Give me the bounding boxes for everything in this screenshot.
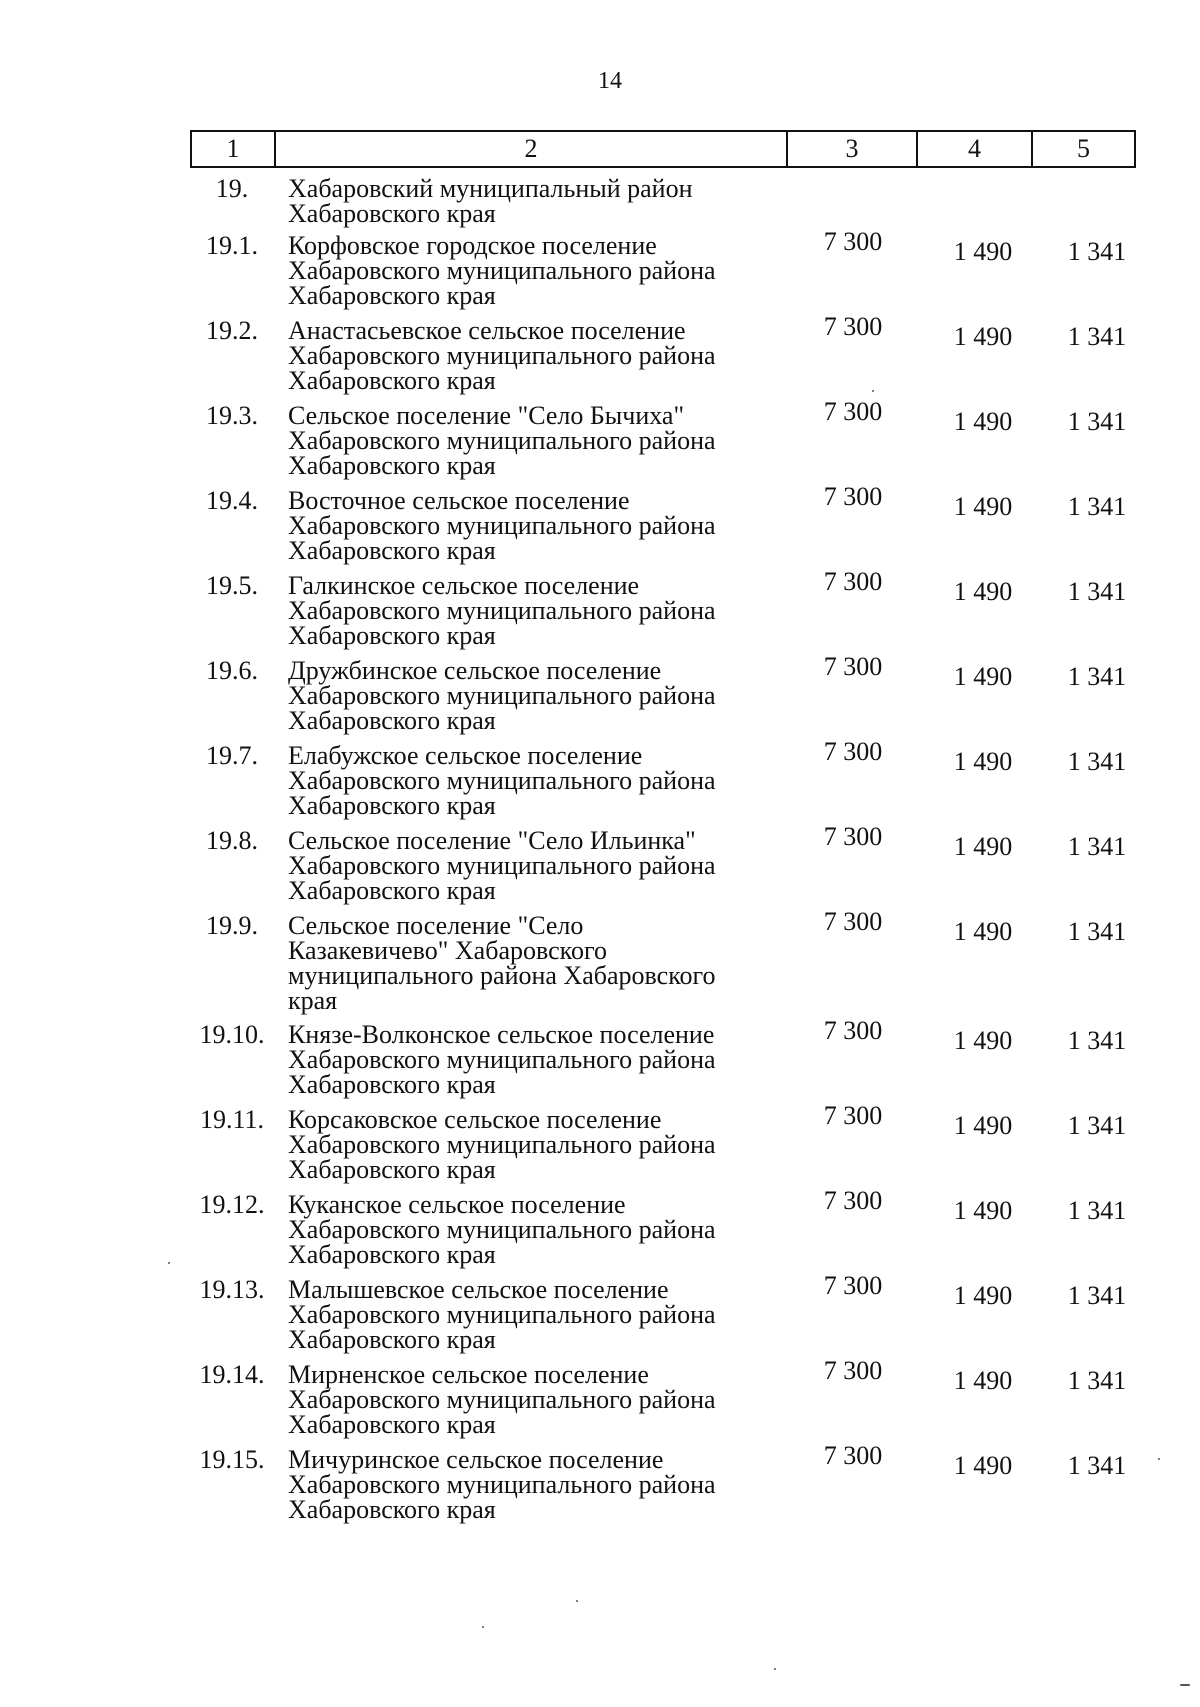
- col-4-value: 1 490: [953, 1196, 1013, 1225]
- col-3-value: 7 300: [823, 1101, 883, 1130]
- col-3-value: 7 300: [823, 397, 883, 426]
- table-row: [0, 1018, 1200, 1103]
- header-col-5: 5: [1077, 134, 1090, 163]
- col-4-value: 1 490: [953, 407, 1013, 436]
- col-3-value: 7 300: [823, 482, 883, 511]
- page-number: 14: [598, 68, 622, 94]
- table-body: [0, 172, 1200, 1528]
- table-row: [0, 484, 1200, 569]
- settlement-name: Сельское поселение "Село Бычиха" Хабаровского муниципального района Хабаровского края: [288, 401, 716, 480]
- col-5-value: 1 341: [1067, 662, 1127, 691]
- row-number: 19.15.: [199, 1445, 265, 1474]
- settlement-name: Восточное сельское поселение Хабаровского муниципального района Хабаровского края: [288, 486, 716, 565]
- col-5-value: 1 341: [1067, 1026, 1127, 1055]
- row-number: 19.: [215, 174, 249, 203]
- table-row: [0, 1358, 1200, 1443]
- settlement-name: Сельское поселение "Село Ильинка" Хабаровского муниципального района Хабаровского края: [288, 826, 716, 905]
- scan-speck: [482, 1626, 484, 1628]
- scan-speck: [872, 390, 874, 392]
- col-3-value: 7 300: [823, 652, 883, 681]
- col-4-value: 1 490: [953, 237, 1013, 266]
- table-row: [0, 654, 1200, 739]
- header-col-4: 4: [918, 132, 1033, 166]
- row-number: 19.5.: [206, 571, 258, 600]
- settlement-name: Хабаровский муниципальный район Хабаровского края: [288, 174, 693, 228]
- header-col-3: 3: [788, 132, 918, 166]
- col-4-value: 1 490: [953, 1366, 1013, 1395]
- table-row: [0, 739, 1200, 824]
- table-row: [0, 1443, 1200, 1528]
- col-3-value: 7 300: [823, 737, 883, 766]
- col-4-value: 1 490: [953, 662, 1013, 691]
- col-5-value: 1 341: [1067, 237, 1127, 266]
- row-number: 19.3.: [206, 401, 258, 430]
- settlement-name: Мирненское сельское поселение Хабаровского муниципального района Хабаровского края: [288, 1360, 716, 1439]
- col-4-value: 1 490: [953, 917, 1013, 946]
- settlement-name: Анастасьевское сельское поселение Хабаровского муниципального района Хабаровского края: [288, 316, 716, 395]
- col-5-value: 1 341: [1067, 322, 1127, 351]
- table-header: [190, 130, 1136, 168]
- scan-speck: [576, 1600, 578, 1602]
- table-row: [0, 569, 1200, 654]
- scan-speck: [1180, 1684, 1190, 1686]
- col-4-value: 1 490: [953, 492, 1013, 521]
- col-4-value: 1 490: [953, 322, 1013, 351]
- col-5-value: 1 341: [1067, 407, 1127, 436]
- col-5-value: 1 341: [1067, 1281, 1127, 1310]
- col-3-value: 7 300: [823, 907, 883, 936]
- row-number: 19.1.: [206, 231, 258, 260]
- col-5-value: 1 341: [1067, 832, 1127, 861]
- settlement-name: Корсаковское сельское поселение Хабаровского муниципального района Хабаровского края: [288, 1105, 716, 1184]
- row-number: 19.2.: [206, 316, 258, 345]
- col-5-value: 1 341: [1067, 1451, 1127, 1480]
- table-row: [0, 172, 1200, 229]
- settlement-name: Малышевское сельское поселение Хабаровского муниципального района Хабаровского края: [288, 1275, 716, 1354]
- row-number: 19.4.: [206, 486, 258, 515]
- header-col-1: 1: [192, 132, 276, 166]
- scan-speck: [1158, 1458, 1160, 1460]
- col-3-value: 7 300: [823, 1271, 883, 1300]
- header-col-2: 2: [276, 132, 788, 166]
- settlement-name: Сельское поселение "Село Казакевичево" Хабаровского муниципального района Хабаровского края: [288, 911, 716, 1015]
- row-number: 19.8.: [206, 826, 258, 855]
- table-row: [0, 399, 1200, 484]
- row-number: 19.13.: [199, 1275, 265, 1304]
- col-4-value: 1 490: [953, 577, 1013, 606]
- col-3-value: 7 300: [823, 567, 883, 596]
- scan-speck: [774, 1668, 776, 1670]
- row-number: 19.11.: [199, 1105, 265, 1134]
- col-5-value: 1 341: [1067, 1111, 1127, 1140]
- row-number: 19.12.: [199, 1190, 265, 1219]
- col-3-value: 7 300: [823, 822, 883, 851]
- col-3-value: 7 300: [823, 1441, 883, 1470]
- table-row: [0, 824, 1200, 909]
- table-row: [0, 314, 1200, 399]
- table-row: [0, 1188, 1200, 1273]
- row-number: 19.6.: [206, 656, 258, 685]
- row-number: 19.10.: [199, 1020, 265, 1049]
- settlement-name: Галкинское сельское поселение Хабаровского муниципального района Хабаровского края: [288, 571, 716, 650]
- table-row: [0, 909, 1200, 1018]
- settlement-name: Дружбинское сельское поселение Хабаровского муниципального района Хабаровского края: [288, 656, 716, 735]
- table-row: [0, 1273, 1200, 1358]
- table-row: [0, 229, 1200, 314]
- scan-speck: [168, 1262, 170, 1264]
- col-3-value: 7 300: [823, 227, 883, 256]
- row-number: 19.14.: [199, 1360, 265, 1389]
- col-4-value: 1 490: [953, 1451, 1013, 1480]
- col-3-value: 7 300: [823, 1016, 883, 1045]
- settlement-name: Князе-Волконское сельское поселение Хабаровского муниципального района Хабаровского края: [288, 1020, 716, 1099]
- settlement-name: Елабужское сельское поселение Хабаровского муниципального района Хабаровского края: [288, 741, 716, 820]
- col-5-value: 1 341: [1067, 1196, 1127, 1225]
- col-4-value: 1 490: [953, 1026, 1013, 1055]
- col-4-value: 1 490: [953, 832, 1013, 861]
- col-3-value: 7 300: [823, 312, 883, 341]
- row-number: 19.9.: [206, 911, 258, 940]
- col-3-value: 7 300: [823, 1186, 883, 1215]
- col-4-value: 1 490: [953, 1281, 1013, 1310]
- col-4-value: 1 490: [953, 1111, 1013, 1140]
- col-4-value: 1 490: [953, 747, 1013, 776]
- col-3-value: 7 300: [823, 1356, 883, 1385]
- settlement-name: Куканское сельское поселение Хабаровского муниципального района Хабаровского края: [288, 1190, 716, 1269]
- settlement-name: Корфовское городское поселение Хабаровского муниципального района Хабаровского края: [288, 231, 716, 310]
- col-5-value: 1 341: [1067, 747, 1127, 776]
- col-5-value: 1 341: [1067, 492, 1127, 521]
- row-number: 19.7.: [206, 741, 258, 770]
- col-5-value: 1 341: [1067, 577, 1127, 606]
- col-5-value: 1 341: [1067, 917, 1127, 946]
- settlement-name: Мичуринское сельское поселение Хабаровского муниципального района Хабаровского края: [288, 1445, 716, 1524]
- col-5-value: 1 341: [1067, 1366, 1127, 1395]
- table-row: [0, 1103, 1200, 1188]
